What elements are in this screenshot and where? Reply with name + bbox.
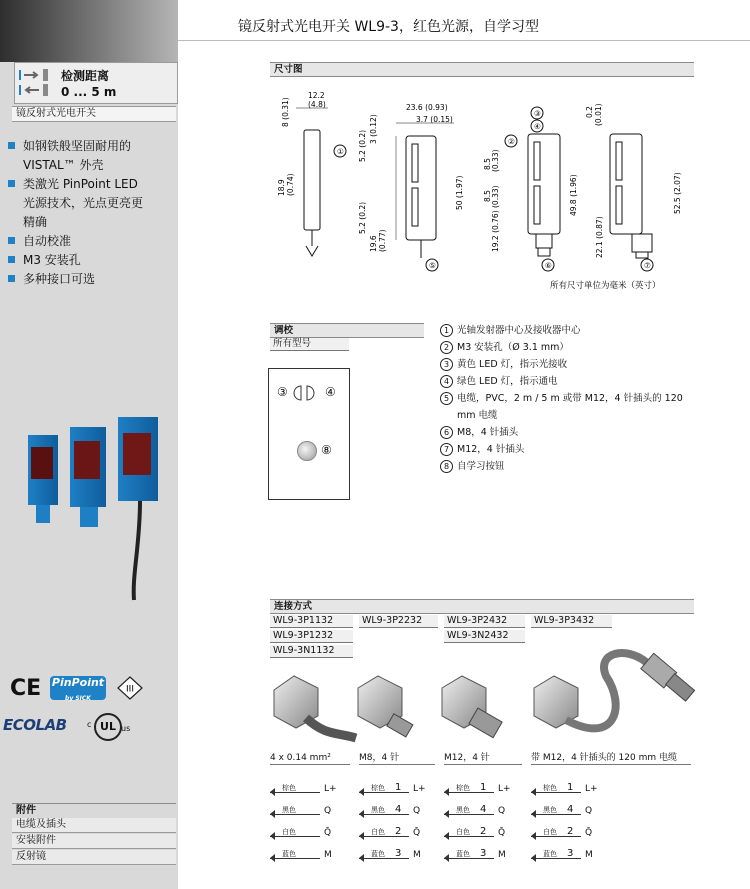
svg-text:8 (0.31): 8 (0.31) [281,97,290,127]
legend-item: 7 M12，4 针插头 [440,441,524,458]
accessory-item[interactable]: 电缆及插头 [12,818,176,833]
accessory-item[interactable]: 安装附件 [12,834,176,849]
accessory-item[interactable]: 反射镜 [12,850,176,865]
wiring-row: 白色 2 Q̄ [444,826,528,840]
model-wl9-3p2232: WL9-3P2232 [359,615,438,628]
adjustment-header: 调校 [270,323,424,338]
category-label: 镜反射式光电开关 [12,106,176,122]
svg-text:49.8 (1.96): 49.8 (1.96) [569,174,578,216]
feature-item: 自动校准 [8,233,71,249]
sidebar-top-band [0,0,178,62]
connector-illustrations [266,646,716,746]
range-box [14,62,178,104]
legend-item: 6 M8，4 针插头 [440,424,518,441]
svg-text:19.6: 19.6 [369,235,378,252]
wiring-row: 棕色 1 L+ [444,782,528,796]
wiring-row: 白色 2 Q̄ [531,826,615,840]
wiring-row: 蓝色 3 M [444,848,528,862]
legend-item: 4 绿色 LED 灯，指示通电 [440,373,558,390]
svg-text:8.5: 8.5 [483,190,492,202]
svg-text:22.1 (0.87): 22.1 (0.87) [595,216,604,258]
range-value: 0 ... 5 m [61,85,117,99]
sensor-front-m8 [528,134,560,256]
product-photo [22,395,172,605]
feature-item: 如钢铁般坚固耐用的 [8,138,131,154]
connection-header: 连接方式 [270,599,694,614]
svg-text:②: ② [508,137,515,146]
model-wl9-3p1132: WL9-3P1132 [270,615,353,628]
wiring-row: 黑色 Q [270,804,354,818]
feature-item: 类激光 PinPoint LED [8,176,138,192]
legend-item: 1 光轴发射器中心及接收器中心 [440,322,581,339]
ul-us-mark: us [121,724,131,733]
svg-text:0.2: 0.2 [585,106,594,118]
sidebar [0,0,178,889]
bullet-icon [8,237,15,244]
svg-text:①: ① [337,147,344,156]
wiring-row: 蓝色 3 M [531,848,615,862]
accessories-header: 附件 [12,803,176,819]
svg-text:所有尺寸单位为毫米（英寸）: 所有尺寸单位为毫米（英寸） [550,281,661,291]
model-wl9-3p3432: WL9-3P3432 [531,615,612,628]
svg-text:③: ③ [534,109,541,118]
feature-item: 光源技术，光点更亮更 [23,196,144,210]
feature-item: 精确 [23,215,48,229]
svg-text:8.5: 8.5 [483,158,492,170]
teach-button[interactable] [297,441,317,461]
svg-text:(4.8): (4.8) [308,100,326,109]
page-title: 镜反射式光电开关 WL9-3，红色光源，自学习型 [238,19,539,35]
adjustment-subheader: 所有型号 [270,338,349,351]
ul-c-mark: c [87,720,92,729]
ul-logo: UL [94,713,122,741]
svg-text:19.2 (0.76): 19.2 (0.76) [491,210,500,252]
svg-text:3.7 (0.15): 3.7 (0.15) [416,115,453,124]
svg-text:18.9: 18.9 [277,179,286,196]
svg-text:⑦: ⑦ [644,261,651,270]
sensor-front-cable [396,123,454,258]
svg-text:④: ④ [534,122,541,131]
wiring-row: 黑色 4 Q [444,804,528,818]
sensing-range-icon [19,69,49,97]
bullet-icon [8,256,15,263]
callout-3: ③ [277,385,288,399]
svg-text:⑥: ⑥ [545,261,552,270]
ecolab-logo: ECOLAB [3,716,67,734]
legend-item: 5 电缆，PVC，2 m / 5 m 或带 M12，4 针插头的 120 [440,390,683,407]
legend-item: 3 黄色 LED 灯，指示光接收 [440,356,567,373]
svg-text:⑤: ⑤ [429,261,436,270]
adjustment-panel [268,368,350,500]
svg-text:(0.01): (0.01) [594,103,603,126]
range-label: 检测距离 [61,69,110,83]
callout-4: ④ [325,385,336,399]
wiring-row: 黑色 4 Q [359,804,443,818]
sensor-side-view [296,108,328,256]
model-wl9-3p2432: WL9-3P2432 [444,615,525,628]
dimensions-header: 尺寸图 [270,62,694,77]
dimension-drawing [266,78,706,298]
svg-text:5.2 (0.2): 5.2 (0.2) [358,201,367,234]
wiring-row: 棕色 1 L+ [531,782,615,796]
wiring-row: 黑色 4 Q [531,804,615,818]
pinpoint-logo: PinPoint by SICK [51,676,105,702]
bullet-icon [8,142,15,149]
svg-text:(0.33): (0.33) [491,185,500,208]
model-wl9-3n1132: WL9-3N1132 [270,645,353,658]
type-m12-pigtail: 带 M12，4 针插头的 120 mm 电缆 [531,752,691,765]
feature-item: M3 安装孔 [8,252,81,268]
svg-text:(0.74): (0.74) [286,173,295,196]
wiring-row: 棕色 L+ [270,782,354,796]
sensor-front-m12 [610,134,652,258]
bullet-icon [8,275,15,282]
legend-item: 2 M3 安装孔（Ø 3.1 mm） [440,339,569,356]
svg-text:12.2: 12.2 [308,91,325,100]
type-cable: 4 x 0.14 mm² [270,752,350,765]
svg-text:52.5 (2.07): 52.5 (2.07) [673,172,682,214]
callout-8: ⑧ [321,443,332,457]
wiring-row: 白色 Q̄ [270,826,354,840]
bullet-icon [8,180,15,187]
svg-text:5.2 (0.2): 5.2 (0.2) [358,129,367,162]
type-m12: M12，4 针 [444,752,522,765]
svg-text:3 (0.12): 3 (0.12) [369,114,378,144]
svg-text:23.6 (0.93): 23.6 (0.93) [406,103,448,112]
svg-text:50 (1.97): 50 (1.97) [455,175,464,210]
ce-logo: CE [10,676,42,701]
model-wl9-3n2432: WL9-3N2432 [444,630,525,643]
led-indicators-icon [293,385,321,401]
legend-item: 8 自学习按钮 [440,458,505,475]
feature-item: VISTAL™ 外壳 [23,158,104,172]
wiring-row: 蓝色 M [270,848,354,862]
svg-text:(0.77): (0.77) [378,229,387,252]
model-wl9-3p1232: WL9-3P1232 [270,630,353,643]
wiring-row: 棕色 1 L+ [359,782,443,796]
svg-text:(0.33): (0.33) [491,149,500,172]
svg-text:III: III [126,684,134,695]
wiring-row: 白色 2 Q̄ [359,826,443,840]
protection-class-logo [117,676,143,700]
wiring-row: 蓝色 3 M [359,848,443,862]
type-m8: M8，4 针 [359,752,435,765]
legend-item: mm 电缆 [457,410,498,421]
feature-item: 多种接口可选 [8,271,95,287]
title-divider [178,40,750,41]
